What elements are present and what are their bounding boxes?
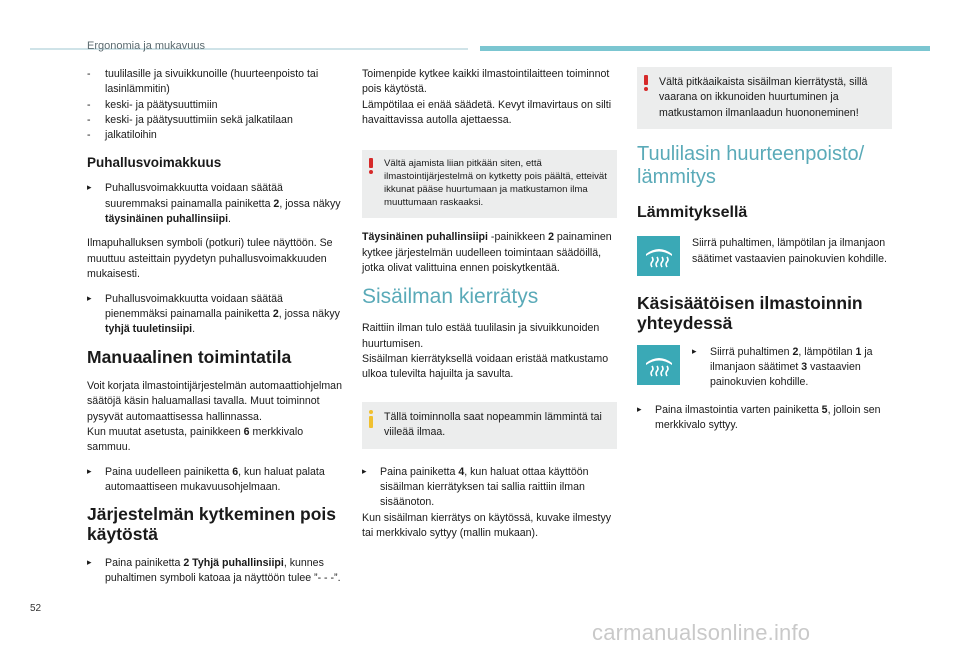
column-middle	[362, 67, 617, 550]
heating-text: Siirrä puhaltimen, lämpötilan ja ilmanjaon säätimet vastaavien painokuvien kohdille.	[692, 237, 887, 265]
recirculation-paragraph	[362, 321, 617, 382]
button-number: 5	[821, 403, 828, 416]
bullet-text: , kun haluat palata automaattiseen mukavuusohjelmaan.	[105, 465, 325, 493]
recirculation-indicator-paragraph: Kun sisäilman kierrätys on käytössä, kuvake ilmestyy tai merkkivalo syttyy (mallin mukaan).	[362, 511, 612, 539]
bullet-text: vastaavien painokuvien kohdille.	[710, 361, 861, 389]
heating-row	[637, 236, 892, 276]
column-right	[637, 67, 892, 443]
arrow-bullet-icon: ▸	[87, 556, 92, 567]
bullet-text: Puhallusvoimakkuutta voidaan säätää pienemmäksi painamalla painiketta	[105, 292, 283, 320]
bullet-text: , jolloin sen merkkivalo syttyy.	[655, 403, 881, 432]
button-number: 2	[548, 231, 554, 244]
button-number: 2	[792, 345, 799, 358]
arrow-bullet-icon: ▸	[87, 292, 92, 303]
recirculation-heading: Sisäilman kierrätys	[362, 285, 539, 309]
bullet-text: Paina painiketta	[380, 465, 459, 478]
header-line-right	[480, 46, 930, 51]
button-number: 2	[272, 307, 279, 320]
bold-term: tyhjä tuuletinsiipi	[105, 323, 193, 336]
info-icon	[368, 410, 374, 428]
button-number: 1	[855, 345, 862, 358]
off-paragraph	[362, 67, 617, 128]
windscreen-defrost-icon	[637, 345, 680, 385]
arrow-bullet-icon: ▸	[362, 465, 367, 476]
info-notice	[362, 402, 617, 449]
bullet-text: , kun haluat ottaa käyttöön sisäilman kierrätyksen tai sallia raittiin ilman sisäänoton.	[380, 465, 589, 509]
page-number: 52	[30, 603, 42, 614]
warning-notice	[637, 67, 892, 129]
bullet-text: , jossa näkyy	[278, 307, 340, 320]
section-name: Ergonomia ja mukavuus	[87, 40, 206, 52]
full-fan-paragraph	[362, 230, 617, 276]
bullet-text: , lämpötilan	[798, 345, 856, 358]
fan-paragraph: Ilmapuhalluksen symboli (potkuri) tulee näyttöön. Se muuttuu asteittain pyydetyn puhallusvoimakkuuden mukaisesti.	[87, 237, 333, 281]
bullet-text: .	[228, 213, 231, 226]
list-item: - keski- ja päätysuuttimiin sekä jalkatilaan	[87, 113, 345, 128]
column-left	[87, 67, 345, 596]
system-off-bullet	[87, 556, 345, 587]
paragraph-text: Voit korjata ilmastointijärjestelmän automaattiohjelman säätöjä käsin haluamallasi tavalla. Muut toiminnot pysyvät automaattisessa hallinnassa.	[87, 379, 342, 423]
bold-term: täysinäinen puhallinsiipi	[105, 213, 229, 226]
manual-paragraph	[87, 379, 345, 456]
manual-ac-row	[637, 345, 892, 391]
list-item: - jalkatiloihin	[87, 128, 345, 143]
arrow-bullet-icon: ▸	[87, 182, 92, 193]
button-number: 3	[801, 361, 808, 374]
arrow-bullet-icon: ▸	[87, 465, 92, 476]
paragraph-text: Toimenpide kytkee kaikki ilmastointilaitteen toiminnot pois käytöstä.	[362, 68, 610, 96]
ac-bullet	[637, 403, 892, 434]
arrow-bullet-icon: ▸	[692, 345, 697, 356]
bullet-text: .	[192, 323, 196, 336]
button-number: 2	[273, 197, 280, 210]
info-text: Tällä toiminnolla saat nopeammin lämmintä tai viileää ilmaa.	[384, 410, 602, 439]
bold-term: Täysinäinen puhallinsiipi	[362, 231, 488, 244]
warning-notice	[362, 150, 617, 218]
paragraph-text: painaminen kytkee järjestelmän uudelleen toimintaan säädöillä, jotka olivat valittuina ennen poiskytkentää.	[362, 231, 612, 274]
bold-term: 2 Tyhjä puhallinsiipi	[183, 556, 284, 569]
watermark: carmanualsonline.info	[592, 620, 811, 645]
manual-mode-heading: Manuaalinen toimintatila	[87, 346, 292, 367]
paragraph-text: merkkivalo sammuu.	[87, 425, 304, 454]
paragraph-text: Kun muutat asetusta, painikkeen	[87, 425, 244, 438]
paragraph-text: Lämpötilaa ei enää säädetä. Kevyt ilmavirtaus on silti havaittavissa autolla ajettaessa.	[362, 98, 612, 127]
manual-ac-heading: Käsisäätöisen ilmastoinnin yhteydessä	[637, 293, 863, 333]
bullet-text: Siirrä puhaltimen	[710, 345, 793, 358]
button-number: 6	[232, 465, 239, 478]
bullet-text: ja ilmanjaon säätimet	[710, 345, 873, 374]
button-number: 4	[458, 465, 465, 478]
bullet-text: Paina uudelleen painiketta	[105, 465, 233, 478]
paragraph-text: Raittiin ilman tulo estää tuulilasin ja sivuikkunoiden huurtumisen.	[362, 322, 600, 350]
list-item: - tuulilasille ja sivuikkunoille (huurteenpoisto tai lasinlämmitin)	[87, 67, 345, 98]
airflow-list	[87, 67, 345, 144]
bullet-text: Paina ilmastointia varten painiketta	[655, 403, 822, 416]
button-number: 6	[243, 425, 250, 438]
manual-bullet	[87, 465, 345, 496]
fan-decrease-bullet	[87, 292, 345, 338]
recirculation-bullet	[362, 465, 617, 511]
list-item: - keski- ja päätysuuttimiin	[87, 98, 345, 113]
fan-heading: Puhallusvoimakkuus	[87, 154, 222, 170]
fan-increase-bullet	[87, 181, 345, 227]
system-off-heading: Järjestelmän kytkeminen pois käytöstä	[87, 504, 336, 544]
bullet-text: , kunnes puhaltimen symboli katoaa ja näyttöön tulee ”- - -”.	[105, 556, 341, 585]
windscreen-defrost-icon	[637, 236, 680, 276]
manual-ac-bullet	[692, 345, 892, 391]
bullet-text: Paina painiketta	[105, 556, 184, 569]
bullet-text: , jossa näkyy	[279, 197, 341, 210]
arrow-bullet-icon: ▸	[637, 403, 642, 414]
warning-text: Vältä ajamista liian pitkään siten, että ilmastointijärjestelmä on kytketty pois päältä, etteivät ikkunat pääse huurtumaan ja matkustamon ilma muuttumaan raskaaksi.	[384, 158, 607, 209]
warning-icon	[643, 75, 649, 91]
heating-heading: Lämmityksellä	[637, 204, 748, 222]
warning-icon	[368, 158, 374, 174]
bullet-text: Puhallusvoimakkuutta voidaan säätää suuremmaksi painamalla painiketta	[105, 182, 283, 210]
defrost-heading: Tuulilasin huurteenpoisto/ lämmitys	[637, 143, 865, 189]
paragraph-text: Sisäilman kierrätyksellä voidaan eristää matkustamo ulkoa tulevilta hajuilta ja savulta.	[362, 353, 609, 381]
paragraph-text: -painikkeen	[487, 231, 549, 244]
warning-text: Vältä pitkäaikaista sisäilman kierrätystä, sillä vaarana on ikkunoiden huurtuminen ja matkustamon ilmanlaadun huononeminen!	[659, 76, 868, 119]
